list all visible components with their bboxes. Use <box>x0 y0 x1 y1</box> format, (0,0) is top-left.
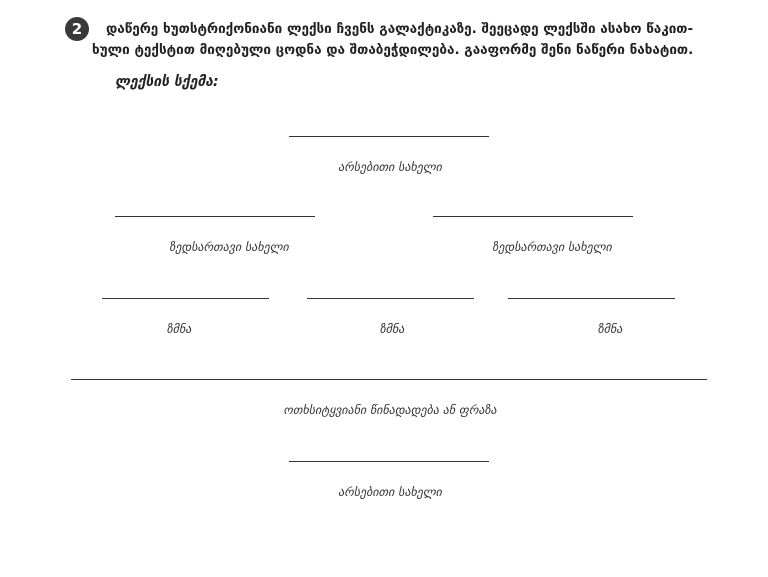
adjective-caption-1: ზედსართავი სახელი <box>169 240 289 254</box>
noun-caption-2: არსებითი სახელი <box>338 485 442 499</box>
adjective-answer-line-2[interactable] <box>433 216 633 217</box>
noun-caption-1: არსებითი სახელი <box>338 160 442 174</box>
verb-caption-2: ზმნა <box>379 322 405 336</box>
adjective-caption-2: ზედსართავი სახელი <box>492 240 612 254</box>
adjective-answer-line-1[interactable] <box>115 216 315 217</box>
verb-answer-line-2[interactable] <box>307 298 474 299</box>
instruction-line-1: დაწერე ხუთსტრიქონიანი ლექსი ჩვენს გალაქტიკაზე. შეეცადე ლექსში ასახო წაკით- <box>106 21 694 37</box>
verb-caption-3: ზმნა <box>597 322 623 336</box>
task-instruction <box>92 19 732 61</box>
instruction-line-2: ხული ტექსტით მიღებული ცოდნა და შთაბეჭდილება. გააფორმე შენი ნაწერი ნახატით. <box>92 42 694 58</box>
sentence-answer-line[interactable] <box>71 379 707 380</box>
noun-answer-line-1[interactable] <box>289 136 489 137</box>
task-number-badge: 2 <box>65 17 89 41</box>
sentence-caption: ოთხსიტყვიანი წინადადება ან ფრაზა <box>283 403 497 417</box>
scheme-title: ლექსის სქემა: <box>115 74 219 90</box>
noun-answer-line-2[interactable] <box>289 461 489 462</box>
verb-answer-line-3[interactable] <box>508 298 675 299</box>
verb-answer-line-1[interactable] <box>102 298 269 299</box>
verb-caption-1: ზმნა <box>166 322 192 336</box>
